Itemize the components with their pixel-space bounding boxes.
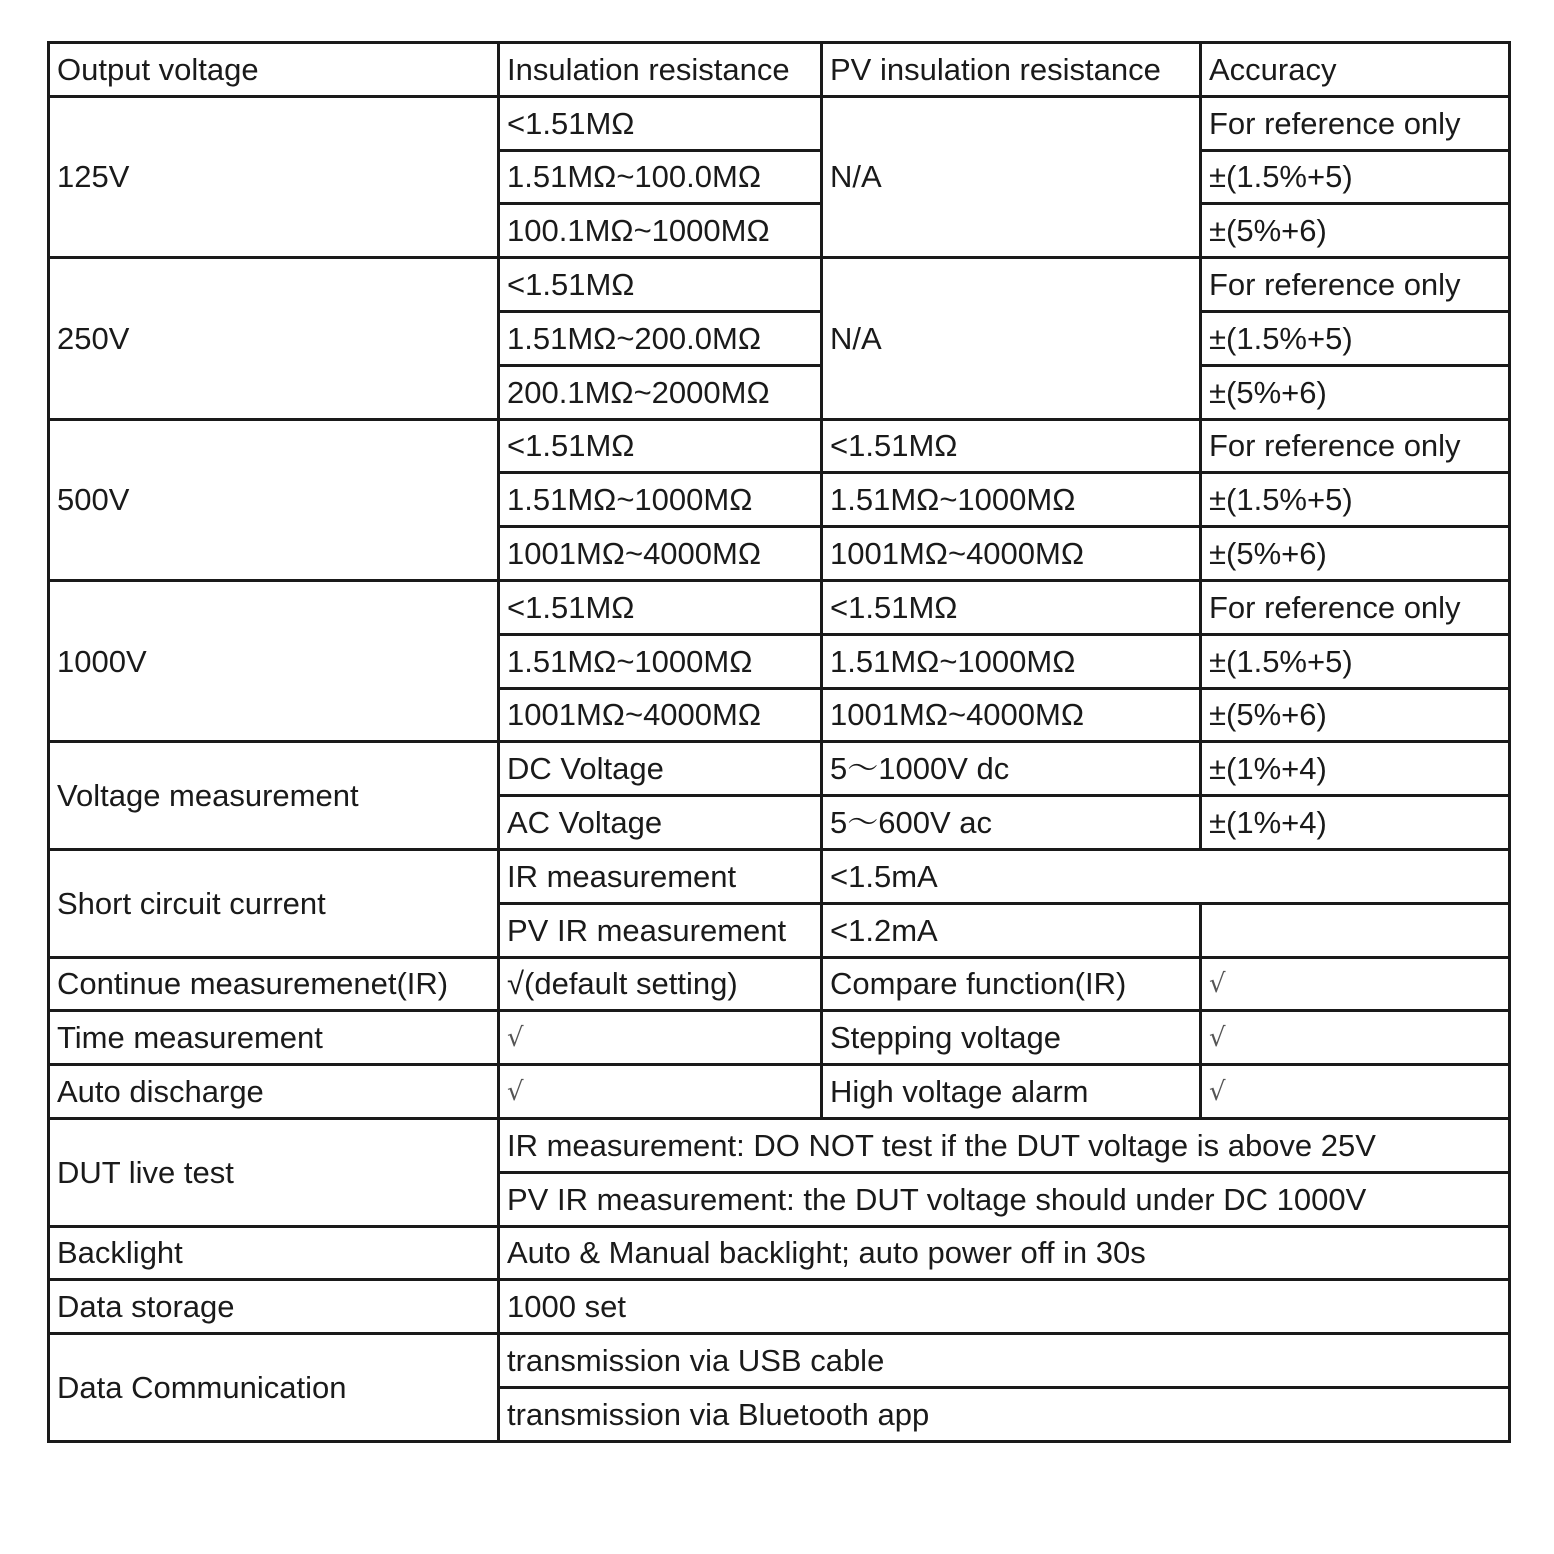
pv-range: N/A	[822, 96, 1201, 257]
header-output-voltage: Output voltage	[49, 43, 499, 97]
data-communication-line: transmission via USB cable	[499, 1334, 1510, 1388]
backlight-label: Backlight	[49, 1226, 499, 1280]
accuracy-value: ±(1.5%+5)	[1201, 473, 1510, 527]
voltage-1000v: 1000V	[49, 580, 499, 741]
voltage-measurement-label: Voltage measurement	[49, 742, 499, 850]
short-circuit-label: Short circuit current	[49, 849, 499, 957]
pv-range: 1001MΩ~4000MΩ	[822, 688, 1201, 742]
check-icon: √	[499, 1065, 822, 1119]
data-storage-label: Data storage	[49, 1280, 499, 1334]
accuracy-value: ±(5%+6)	[1201, 527, 1510, 581]
measurement-type: DC Voltage	[499, 742, 822, 796]
ir-range: 1.51MΩ~200.0MΩ	[499, 311, 822, 365]
pv-range: N/A	[822, 258, 1201, 419]
accuracy-value: ±(1%+4)	[1201, 742, 1510, 796]
header-pv-insulation-resistance: PV insulation resistance	[822, 43, 1201, 97]
table-row	[49, 419, 1510, 473]
table-row	[49, 1065, 1510, 1119]
accuracy-value: For reference only	[1201, 580, 1510, 634]
short-circuit-value: <1.5mA	[822, 849, 1201, 903]
table-row	[49, 742, 1510, 796]
ir-range: 1.51MΩ~1000MΩ	[499, 473, 822, 527]
measurement-type: IR measurement	[499, 849, 822, 903]
ir-range: 100.1MΩ~1000MΩ	[499, 204, 822, 258]
ir-range: <1.51MΩ	[499, 419, 822, 473]
measurement-type: AC Voltage	[499, 796, 822, 850]
data-communication-line: transmission via Bluetooth app	[499, 1387, 1510, 1441]
check-icon: √	[1201, 1011, 1510, 1065]
pv-range: <1.51MΩ	[822, 580, 1201, 634]
accuracy-value: ±(5%+6)	[1201, 688, 1510, 742]
accuracy-value: ±(5%+6)	[1201, 204, 1510, 258]
accuracy-value: ±(1.5%+5)	[1201, 634, 1510, 688]
header-insulation-resistance: Insulation resistance	[499, 43, 822, 97]
feature-label: High voltage alarm	[822, 1065, 1201, 1119]
empty-cell	[1201, 849, 1510, 903]
voltage-250v: 250V	[49, 258, 499, 419]
table-row	[49, 1226, 1510, 1280]
table-row	[49, 1011, 1510, 1065]
ir-range: 1001MΩ~4000MΩ	[499, 527, 822, 581]
table-row	[49, 1280, 1510, 1334]
feature-value: √(default setting)	[499, 957, 822, 1011]
pv-range: 1001MΩ~4000MΩ	[822, 527, 1201, 581]
accuracy-value: For reference only	[1201, 419, 1510, 473]
ir-range: 1.51MΩ~1000MΩ	[499, 634, 822, 688]
accuracy-value: For reference only	[1201, 258, 1510, 312]
measurement-type: PV IR measurement	[499, 903, 822, 957]
accuracy-value: ±(1.5%+5)	[1201, 311, 1510, 365]
table-row	[49, 258, 1510, 312]
voltage-125v: 125V	[49, 96, 499, 257]
ir-range: <1.51MΩ	[499, 96, 822, 150]
short-circuit-value: <1.2mA	[822, 903, 1201, 957]
feature-label: Stepping voltage	[822, 1011, 1201, 1065]
check-icon: √	[499, 1011, 822, 1065]
backlight-value: Auto & Manual backlight; auto power off in 30s	[499, 1226, 1510, 1280]
check-icon: √	[1201, 957, 1510, 1011]
header-accuracy: Accuracy	[1201, 43, 1510, 97]
pv-range: <1.51MΩ	[822, 419, 1201, 473]
measurement-range: 5～600V ac	[822, 796, 1201, 850]
feature-label: Time measurement	[49, 1011, 499, 1065]
ir-range: <1.51MΩ	[499, 580, 822, 634]
voltage-500v: 500V	[49, 419, 499, 580]
ir-range: <1.51MΩ	[499, 258, 822, 312]
empty-cell	[1201, 903, 1510, 957]
measurement-range: 5～1000V dc	[822, 742, 1201, 796]
accuracy-value: ±(1%+4)	[1201, 796, 1510, 850]
pv-range: 1.51MΩ~1000MΩ	[822, 634, 1201, 688]
accuracy-value: For reference only	[1201, 96, 1510, 150]
data-storage-value: 1000 set	[499, 1280, 1510, 1334]
data-communication-label: Data Communication	[49, 1334, 499, 1442]
ir-range: 1001MΩ~4000MΩ	[499, 688, 822, 742]
accuracy-value: ±(5%+6)	[1201, 365, 1510, 419]
table-row	[49, 96, 1510, 150]
dut-live-test-line: PV IR measurement: the DUT voltage should under DC 1000V	[499, 1172, 1510, 1226]
ir-range: 1.51MΩ~100.0MΩ	[499, 150, 822, 204]
table-row	[49, 849, 1510, 903]
table-row	[49, 580, 1510, 634]
table-row	[49, 1334, 1510, 1388]
accuracy-value: ±(1.5%+5)	[1201, 150, 1510, 204]
feature-label: Compare function(IR)	[822, 957, 1201, 1011]
feature-label: Continue measuremenet(IR)	[49, 957, 499, 1011]
pv-range: 1.51MΩ~1000MΩ	[822, 473, 1201, 527]
dut-live-test-label: DUT live test	[49, 1118, 499, 1226]
spec-table	[47, 41, 1511, 1443]
feature-label: Auto discharge	[49, 1065, 499, 1119]
check-icon: √	[1201, 1065, 1510, 1119]
dut-live-test-line: IR measurement: DO NOT test if the DUT voltage is above 25V	[499, 1118, 1510, 1172]
table-row	[49, 1118, 1510, 1172]
header-row	[49, 43, 1510, 97]
ir-range: 200.1MΩ~2000MΩ	[499, 365, 822, 419]
table-row	[49, 957, 1510, 1011]
